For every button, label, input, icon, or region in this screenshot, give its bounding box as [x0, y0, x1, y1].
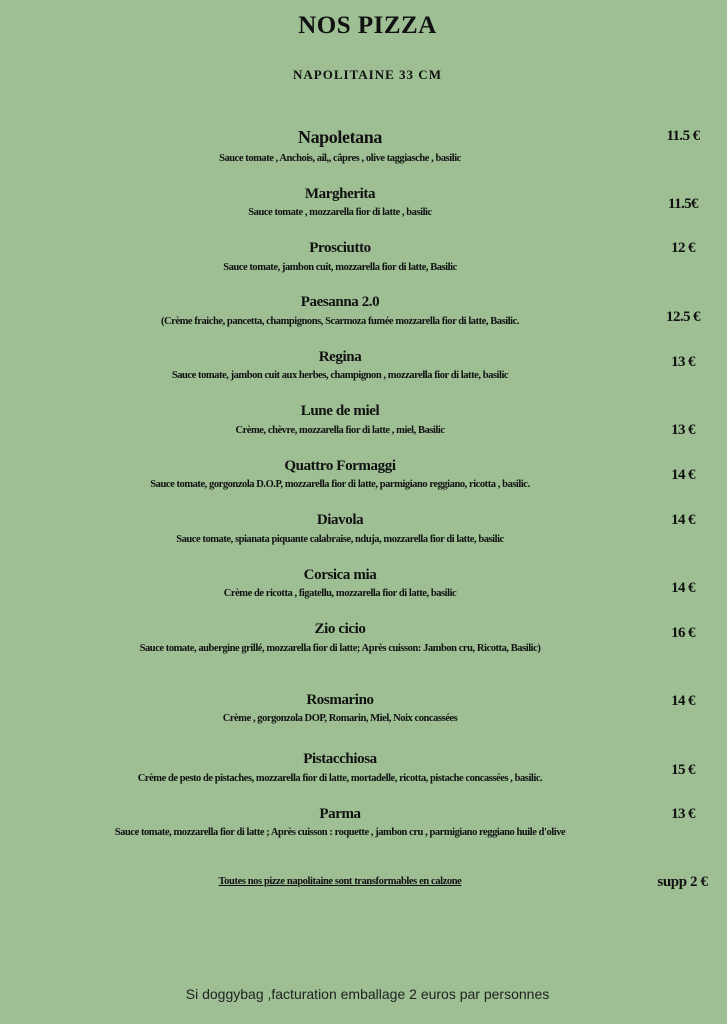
pizza-description: Sauce tomate, jambon cuit, mozzarella fior di latte, Basilic [223, 262, 457, 273]
pizza-name: Zio cicio [314, 621, 366, 637]
calzone-note: Toutes nos pizze napolitaine sont transformables en calzone [218, 876, 462, 887]
pizza-description: Sauce tomate, gorgonzola D.O.P, mozzarella fior di latte, parmigiano reggiano, ricotta , basilic. [150, 479, 530, 490]
pizza-price: 13 € [671, 354, 695, 370]
pizza-price: 12 € [671, 240, 695, 256]
pizza-name: Corsica mia [303, 567, 377, 583]
pizza-name: Parma [319, 806, 361, 822]
pizza-price: 13 € [671, 422, 695, 438]
pizza-description: Sauce tomate , mozzarella fior di latte , basilic [248, 207, 432, 218]
pizza-name: Diavola [316, 512, 364, 528]
pizza-price: 14 € [671, 512, 695, 528]
pizza-description: Sauce tomate, mozzarella fior di latte ; Après cuisson : roquette , jambon cru , parmigiano reggiano huile d'olive [114, 827, 566, 838]
pizza-price: 16 € [671, 625, 695, 641]
pizza-name: Pistacchiosa [303, 751, 377, 767]
pizza-price: 15 € [671, 762, 695, 778]
pizza-description: Crème, chèvre, mozzarella fior di latte , miel, Basilic [235, 425, 445, 436]
pizza-description: Sauce tomate , Anchois, ail,, câpres , olive taggiasche , basilic [219, 153, 461, 164]
pizza-name: Margherita [304, 186, 376, 202]
pizza-price: 13 € [671, 806, 695, 822]
pizza-price: 11.5 € [666, 128, 700, 144]
pizza-price: 12.5 € [666, 309, 700, 325]
pizza-name: Napoletana [297, 127, 382, 147]
pizza-price: 14 € [671, 467, 695, 483]
menu-subtitle: NAPOLITAINE 33 CM [293, 67, 442, 82]
pizza-name: Prosciutto [309, 240, 371, 256]
doggybag-note: Si doggybag ,facturation emballage 2 euros par personnes [185, 986, 550, 1002]
pizza-description: Crème , gorgonzola DOP, Romarin, Miel, Noix concassées [222, 713, 458, 724]
pizza-price: 14 € [671, 580, 695, 596]
pizza-name: Lune de miel [300, 403, 380, 419]
pizza-description: (Crème fraiche, pancetta, champignons, Scarmoza fumée mozzarella fior di latte, Basilic. [160, 316, 520, 327]
pizza-price: 14 € [671, 693, 695, 709]
pizza-description: Crème de ricotta , figatellu, mozzarella fior di latte, basilic [223, 588, 457, 599]
calzone-supplement-price: supp 2 € [657, 874, 708, 890]
pizza-price: 11.5€ [668, 196, 698, 212]
pizza-name: Paesanna 2.0 [300, 294, 380, 310]
pizza-name: Rosmarino [306, 692, 374, 708]
pizza-description: Sauce tomate, jambon cuit aux herbes, champignon , mozzarella fior di latte, basilic [171, 370, 509, 381]
pizza-name: Regina [318, 349, 362, 365]
pizza-name: Quattro Formaggi [284, 458, 396, 474]
pizza-description: Sauce tomate, spianata piquante calabraise, nduja, mozzarella fior di latte, basilic [176, 534, 504, 545]
pizza-description: Crème de pesto de pistaches, mozzarella fior di latte, mortadelle, ricotta, pistache concassées , basilic. [137, 773, 543, 784]
page-title: NOS PIZZA [298, 12, 437, 39]
pizza-description: Sauce tomate, aubergine grillé, mozzarella fior di latte; Après cuisson: Jambon cru, Ricotta, Basilic) [139, 643, 541, 654]
